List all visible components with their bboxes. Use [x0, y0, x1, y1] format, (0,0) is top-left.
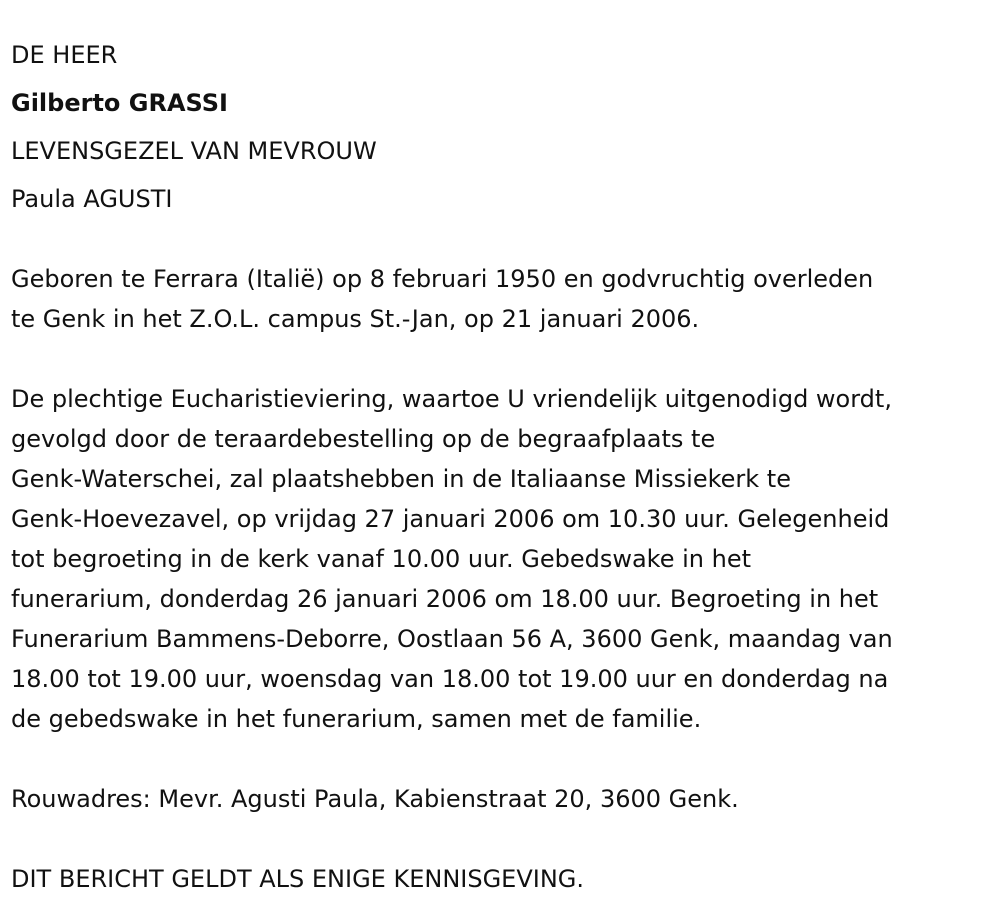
mourning-address: Rouwadres: Mevr. Agusti Paula, Kabienstraat 20, 3600 Genk. — [11, 785, 739, 813]
paragraph-line: 18.00 tot 19.00 uur, woensdag van 18.00 tot 19.00 uur en donderdag na — [11, 665, 889, 693]
paragraph-line: funerarium, donderdag 26 januari 2006 om 18.00 uur. Begroeting in het — [11, 585, 879, 613]
paragraph-line: de gebedswake in het funerarium, samen met de familie. — [11, 705, 702, 733]
paragraph-line: Funerarium Bammens-Deborre, Oostlaan 56 A, 3600 Genk, maandag van — [11, 625, 893, 653]
paragraph-line: Genk-Hoevezavel, op vrijdag 27 januari 2006 om 10.30 uur. Gelegenheid — [11, 505, 890, 533]
salutation: DE HEER — [11, 41, 118, 69]
ceremony-paragraph — [11, 379, 893, 739]
partner-name: Paula AGUSTI — [11, 185, 173, 213]
paragraph-line: Geboren te Ferrara (Italië) op 8 februari 1950 en godvruchtig overleden — [11, 265, 874, 293]
paragraph-line: gevolgd door de teraardebestelling op de begraafplaats te — [11, 425, 716, 453]
deceased-name: Gilberto GRASSI — [11, 89, 228, 117]
relation-line: LEVENSGEZEL VAN MEVROUW — [11, 137, 377, 165]
paragraph-line: De plechtige Eucharistieviering, waartoe U vriendelijk uitgenodigd wordt, — [11, 385, 892, 413]
paragraph-line: Genk-Waterschei, zal plaatshebben in de Italiaanse Missiekerk te — [11, 465, 791, 493]
paragraph-line: tot begroeting in de kerk vanaf 10.00 uur. Gebedswake in het — [11, 545, 752, 573]
paragraph-line: te Genk in het Z.O.L. campus St.-Jan, op 21 januari 2006. — [11, 305, 700, 333]
birth-death-paragraph — [11, 259, 873, 339]
closing-statement: DIT BERICHT GELDT ALS ENIGE KENNISGEVING. — [11, 865, 585, 893]
